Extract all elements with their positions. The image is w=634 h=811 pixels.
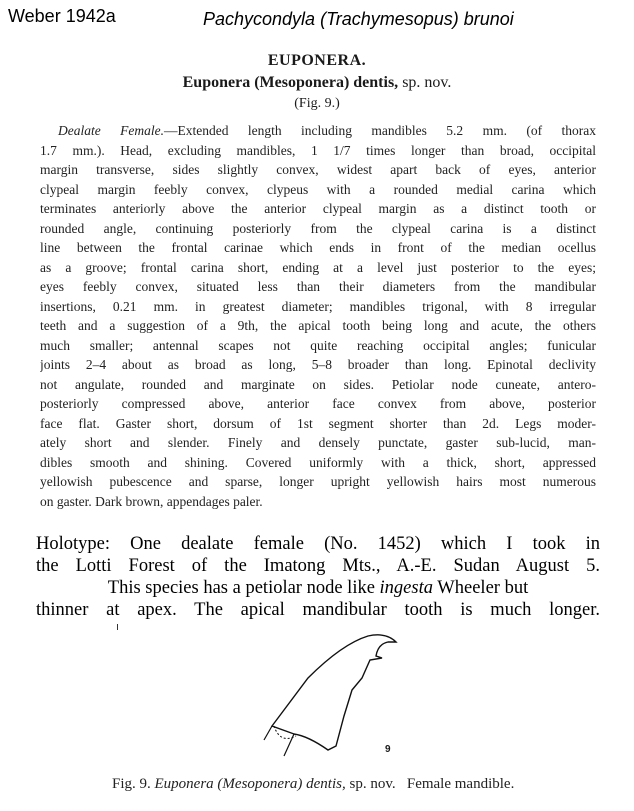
description-line: ately short and slender. Finely and densely punctate, gaster sub-lucid, man- — [40, 435, 596, 450]
species-status: sp. nov. — [402, 74, 452, 91]
figure-reference: (Fig. 9.) — [294, 96, 340, 111]
species-name: Euponera (Mesoponera) dentis, — [182, 74, 399, 91]
caste-label: Dealate Female. — [58, 123, 164, 138]
stray-mark — [117, 624, 118, 630]
description-line: as a groove; frontal carina short, ending at a level just posterior to the eyes; — [40, 259, 596, 275]
description-line: not angulate, rounded and marginate on sides. Petiolar node cuneate, antero- — [40, 376, 596, 392]
description-line: yellowish pubescence and sparse, longer upright yellowish hairs most numerous — [40, 474, 596, 489]
header-species-name: Pachycondyla (Trachymesopus) brunoi — [203, 9, 514, 29]
caption-prefix: Fig. 9. — [112, 776, 151, 792]
note-line-3-text: This species has a petiolar node like — [107, 578, 375, 598]
caption-status: sp. nov. — [349, 776, 396, 792]
description-line: insertions, 0.21 mm. in greatest diameter; mandibles trigonal, with 8 irregular — [40, 298, 596, 314]
header-citation: Weber 1942a — [8, 6, 116, 26]
figure-number: 9 — [385, 744, 391, 755]
figure-caption — [112, 776, 514, 793]
caption-subject: Female mandible. — [406, 776, 515, 792]
note-line-2: the Lotti Forest of the Imatong Mts., A.-E. Sudan August 5. — [36, 556, 600, 576]
description-line: dibles smooth and shining. Covered uniformly with a thick, short, appressed — [40, 454, 596, 470]
description-line: eyes feebly convex, situated less than their diameters from the mandibular — [40, 279, 596, 294]
note-line-4: thinner at apex. The apical mandibular tooth is much longer. — [36, 600, 600, 620]
description-line: clypeal margin feebly convex, clypeus with a rounded medial carina which — [40, 181, 596, 197]
description-line: on gaster. Dark brown, appendages paler. — [40, 493, 263, 509]
description-line: rounded angle, continuing posteriorly from the clypeal carina is a distinct — [40, 220, 596, 236]
species-heading — [0, 74, 634, 92]
description-line — [40, 121, 596, 141]
description-line: face flat. Gaster short, dorsum of 1st segment shorter than 2d. Legs moder- — [40, 415, 596, 431]
note-line-3-end: Wheeler but — [437, 578, 529, 598]
description-paragraph — [40, 121, 596, 511]
description-line: teeth and a suggestion of a 9th, the apical tooth being long and acute, the others — [40, 318, 596, 333]
description-line: posteriorly compressed above, anterior face convex from above, posterior — [40, 396, 596, 411]
genus-heading: EUPONERA. — [267, 52, 367, 69]
note-line-3 — [36, 577, 600, 599]
note-line-3-italic: ingesta — [379, 578, 433, 598]
description-line: terminates anteriorly above the anterior clypeal margin as a distinct tooth or — [40, 201, 596, 216]
holotype-note — [36, 533, 600, 621]
description-line: much smaller; antennal scapes not quite reaching occipital angles; funicular — [40, 337, 596, 353]
note-line-1: Holotype: One dealate female (No. 1452) which I took in — [36, 534, 600, 554]
caption-taxon: Euponera (Mesoponera) dentis, — [154, 776, 346, 792]
description-line-text: —Extended length including mandibles 5.2 mm. (of thorax — [164, 123, 596, 138]
description-line: joints 2–4 about as broad as long, 5–8 broader than long. Epinotal declivity — [40, 357, 596, 372]
description-line: line between the frontal carinae which ends in front of the median ocellus — [40, 240, 596, 255]
description-line: margin transverse, sides slightly convex, widest apart back of eyes, anterior — [40, 162, 596, 177]
description-line: 1.7 mm.). Head, excluding mandibles, 1 1/7 times longer than broad, occipital — [40, 142, 596, 158]
